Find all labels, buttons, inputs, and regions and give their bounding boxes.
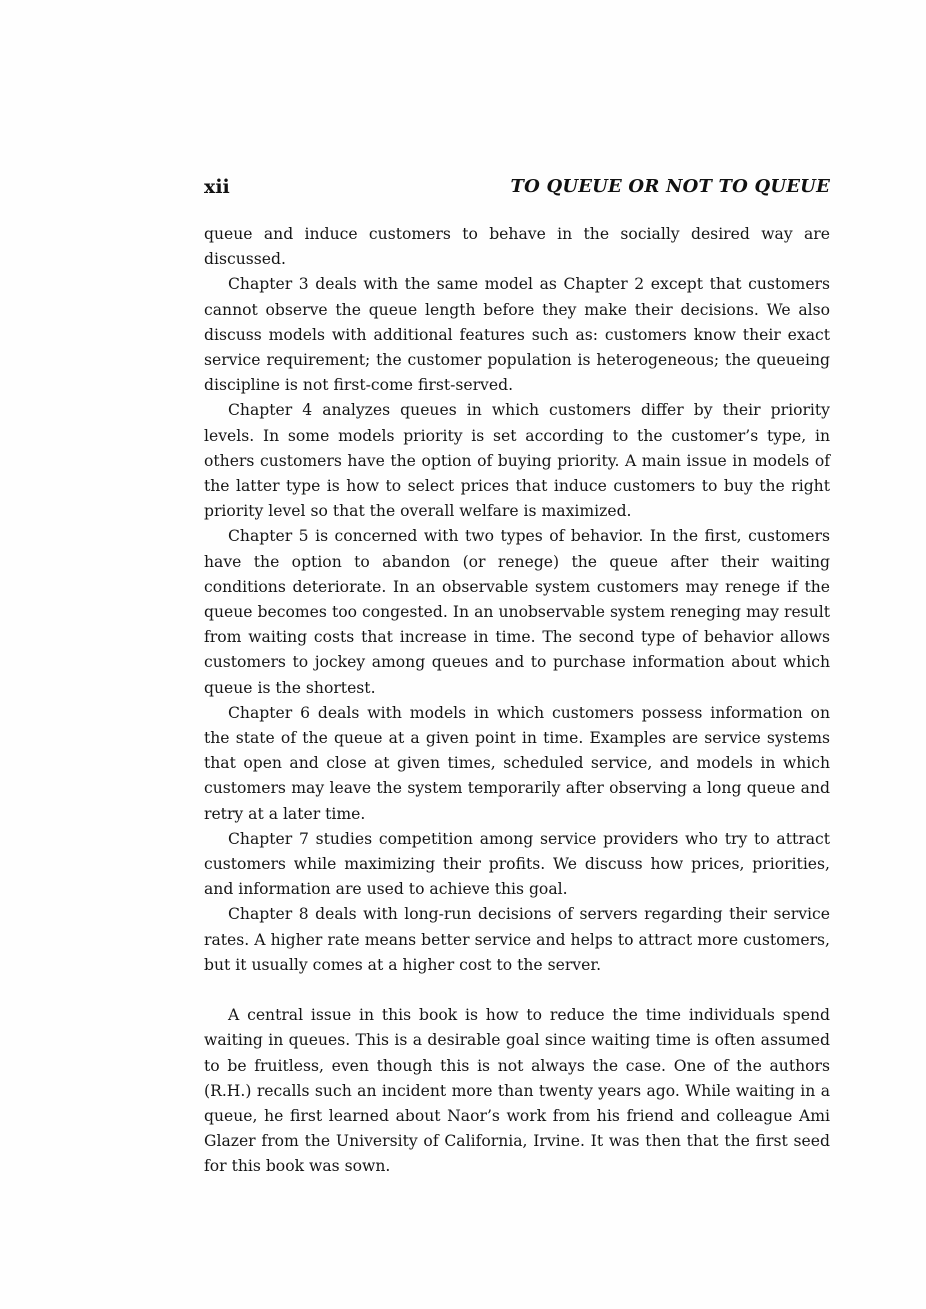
running-title: TO QUEUE OR NOT TO QUEUE — [510, 176, 830, 197]
paragraph-central-issue: A central issue in this book is how to reduce the time individuals spend waiting in queues. This is a desirable goal since waiting time is often assumed to be fruitless, even though this is not always the case. One of the authors (R.H.) recalls such an incident more than twenty years ago. While waiting in a queue, he first learned about Naor’s work from his friend and colleague Ami Glazer from the University of California, Irvine. It was then that the first seed for this book was sown. — [204, 1006, 830, 1176]
paragraph-chapter-3: Chapter 3 deals with the same model as Chapter 2 except that customers cannot observe the queue length before they make their decisions. We also discuss models with additional features such as: customers know their exact service requirement; the customer population is heterogeneous; the queueing discipline is not first-come first-served. — [204, 275, 830, 395]
running-head — [204, 176, 830, 206]
paragraph-continuation: queue and induce customers to behave in the socially desired way are discussed. — [204, 225, 830, 269]
paragraph-chapter-6: Chapter 6 deals with models in which customers possess information on the state of the queue at a given point in time. Examples are service systems that open and close at given times, scheduled service, and models in which customers may leave the system temporarily after observing a long queue and retry at a later time. — [204, 703, 830, 823]
paragraph-chapter-8: Chapter 8 deals with long-run decisions of servers regarding their service rates. A higher rate means better service and helps to attract more customers, but it usually comes at a higher cost to the server. — [204, 905, 830, 974]
paragraph-chapter-5: Chapter 5 is concerned with two types of behavior. In the first, customers have the option to abandon (or renege) the queue after their waiting conditions deteriorate. In an observable system customers may renege if the queue becomes too congested. In an unobservable system reneging may result from waiting costs that increase in time. The second type of behavior allows customers to jockey among queues and to purchase information about which queue is the shortest. — [204, 527, 830, 697]
paragraph-chapter-7: Chapter 7 studies competition among service providers who try to attract customers while maximizing their profits. We discuss how prices, priorities, and information are used to achieve this goal. — [204, 829, 830, 899]
body-text — [204, 222, 830, 1180]
paragraph-chapter-4: Chapter 4 analyzes queues in which customers differ by their priority levels. In some models priority is set according to the customer’s type, in others customers have the option of buying priority. A main issue in models of the latter type is how to select prices that induce customers to buy the right priority level so that the overall welfare is maximized. — [204, 401, 830, 521]
page-number: xii — [204, 176, 230, 198]
